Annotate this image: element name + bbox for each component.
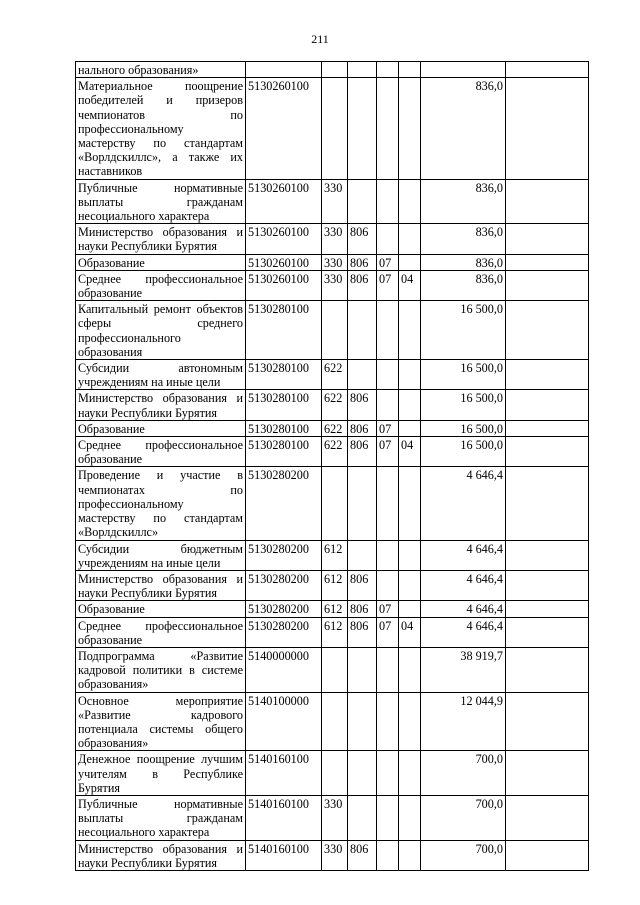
expense-type-cell: 622 [322, 390, 348, 420]
row-name-cell: Субсидии бюджетным учреждениям на иные цели [76, 540, 246, 570]
department-code-cell [348, 540, 377, 570]
department-code-cell: 806 [348, 840, 377, 870]
subsection-cell [399, 420, 421, 436]
table-row [76, 840, 589, 870]
amount-cell: 836,0 [421, 270, 506, 300]
expense-type-cell: 622 [322, 420, 348, 436]
subsection-cell [399, 467, 421, 540]
extra-amount-cell [506, 437, 589, 467]
row-name-cell: Среднее профессиональное образование [76, 437, 246, 467]
target-code-cell: 5140100000 [246, 692, 322, 751]
row-name-cell: Министерство образования и науки Республики Бурятия [76, 390, 246, 420]
table-row [76, 617, 589, 647]
amount-cell: 16 500,0 [421, 360, 506, 390]
table-row [76, 692, 589, 751]
extra-amount-cell [506, 390, 589, 420]
section-cell: 07 [377, 270, 399, 300]
expense-type-cell [322, 301, 348, 360]
table-row [76, 301, 589, 360]
subsection-cell [399, 540, 421, 570]
expense-type-cell: 612 [322, 601, 348, 617]
extra-amount-cell [506, 301, 589, 360]
section-cell [377, 78, 399, 179]
row-name-cell: Среднее профессиональное образование [76, 617, 246, 647]
department-code-cell [348, 795, 377, 840]
expense-type-cell [322, 647, 348, 692]
table-row [76, 179, 589, 224]
section-cell [377, 795, 399, 840]
section-cell: 07 [377, 617, 399, 647]
amount-cell: 4 646,4 [421, 570, 506, 600]
subsection-cell [399, 840, 421, 870]
target-code-cell: 5130260100 [246, 254, 322, 270]
section-cell [377, 647, 399, 692]
target-code-cell: 5130280200 [246, 570, 322, 600]
department-code-cell [348, 751, 377, 796]
extra-amount-cell [506, 224, 589, 254]
target-code-cell: 5140160100 [246, 751, 322, 796]
row-name-cell: Образование [76, 420, 246, 436]
amount-cell: 4 646,4 [421, 540, 506, 570]
amount-cell: 4 646,4 [421, 467, 506, 540]
department-code-cell [348, 62, 377, 78]
amount-cell: 4 646,4 [421, 601, 506, 617]
department-code-cell [348, 78, 377, 179]
target-code-cell: 5140000000 [246, 647, 322, 692]
section-cell [377, 540, 399, 570]
department-code-cell [348, 467, 377, 540]
expense-type-cell: 330 [322, 795, 348, 840]
section-cell [377, 224, 399, 254]
amount-cell: 836,0 [421, 254, 506, 270]
expense-type-cell: 330 [322, 224, 348, 254]
row-name-cell: Основное мероприятие «Развитие кадрового потенциала системы общего образования» [76, 692, 246, 751]
amount-cell: 700,0 [421, 795, 506, 840]
extra-amount-cell [506, 62, 589, 78]
expense-type-cell [322, 751, 348, 796]
section-cell [377, 467, 399, 540]
subsection-cell [399, 570, 421, 600]
amount-cell: 836,0 [421, 179, 506, 224]
subsection-cell [399, 692, 421, 751]
row-name-cell: Денежное поощрение лучшим учителям в Республике Бурятия [76, 751, 246, 796]
extra-amount-cell [506, 795, 589, 840]
table-row [76, 540, 589, 570]
extra-amount-cell [506, 751, 589, 796]
row-name-cell: Подпрограмма «Развитие кадровой политики в системе образования» [76, 647, 246, 692]
row-name-cell: Субсидии автономным учреждениям на иные цели [76, 360, 246, 390]
row-name-cell: Образование [76, 601, 246, 617]
expense-type-cell [322, 692, 348, 751]
amount-cell: 4 646,4 [421, 617, 506, 647]
department-code-cell [348, 647, 377, 692]
expense-type-cell: 612 [322, 540, 348, 570]
section-cell: 07 [377, 420, 399, 436]
table-row [76, 647, 589, 692]
table-row [76, 795, 589, 840]
target-code-cell: 5130260100 [246, 224, 322, 254]
section-cell: 07 [377, 437, 399, 467]
target-code-cell: 5140160100 [246, 795, 322, 840]
expense-type-cell [322, 467, 348, 540]
target-code-cell: 5130280100 [246, 420, 322, 436]
section-cell [377, 301, 399, 360]
subsection-cell [399, 224, 421, 254]
table-row [76, 437, 589, 467]
section-cell [377, 840, 399, 870]
expense-type-cell: 330 [322, 840, 348, 870]
table-row [76, 360, 589, 390]
target-code-cell: 5130260100 [246, 78, 322, 179]
extra-amount-cell [506, 540, 589, 570]
amount-cell: 12 044,9 [421, 692, 506, 751]
department-code-cell: 806 [348, 254, 377, 270]
subsection-cell [399, 254, 421, 270]
table-row [76, 62, 589, 78]
row-name-cell: нального образования» [76, 62, 246, 78]
department-code-cell: 806 [348, 420, 377, 436]
subsection-cell [399, 78, 421, 179]
target-code-cell: 5130280100 [246, 390, 322, 420]
department-code-cell: 806 [348, 270, 377, 300]
table-row [76, 601, 589, 617]
expense-type-cell [322, 78, 348, 179]
subsection-cell [399, 62, 421, 78]
amount-cell: 836,0 [421, 78, 506, 179]
department-code-cell: 806 [348, 437, 377, 467]
target-code-cell: 5130280200 [246, 467, 322, 540]
department-code-cell [348, 301, 377, 360]
amount-cell: 16 500,0 [421, 390, 506, 420]
department-code-cell [348, 360, 377, 390]
subsection-cell [399, 301, 421, 360]
expense-type-cell [322, 62, 348, 78]
row-name-cell: Министерство образования и науки Республики Бурятия [76, 224, 246, 254]
row-name-cell: Публичные нормативные выплаты гражданам несоциального характера [76, 795, 246, 840]
section-cell [377, 751, 399, 796]
extra-amount-cell [506, 617, 589, 647]
target-code-cell: 5130260100 [246, 179, 322, 224]
extra-amount-cell [506, 270, 589, 300]
target-code-cell: 5130260100 [246, 270, 322, 300]
target-code-cell: 5130280200 [246, 540, 322, 570]
department-code-cell [348, 692, 377, 751]
table-row [76, 390, 589, 420]
amount-cell: 700,0 [421, 751, 506, 796]
expense-type-cell: 330 [322, 179, 348, 224]
row-name-cell: Проведение и участие в чемпионатах по профессиональному мастерству по стандартам «Ворлдскиллс» [76, 467, 246, 540]
page-number: 211 [311, 32, 329, 46]
section-cell [377, 570, 399, 600]
subsection-cell [399, 390, 421, 420]
target-code-cell: 5130280200 [246, 617, 322, 647]
extra-amount-cell [506, 840, 589, 870]
subsection-cell: 04 [399, 270, 421, 300]
table-row [76, 570, 589, 600]
row-name-cell: Материальное поощрение победителей и призеров чемпионатов по профессиональному мастерству по стандартам «Ворлдскиллс», а также их наставников [76, 78, 246, 179]
department-code-cell: 806 [348, 390, 377, 420]
expense-type-cell: 622 [322, 360, 348, 390]
amount-cell: 700,0 [421, 840, 506, 870]
amount-cell: 836,0 [421, 224, 506, 254]
table-row [76, 420, 589, 436]
section-cell [377, 692, 399, 751]
table-body [76, 62, 589, 871]
row-name-cell: Министерство образования и науки Республики Бурятия [76, 840, 246, 870]
extra-amount-cell [506, 420, 589, 436]
expense-type-cell: 612 [322, 617, 348, 647]
table-row [76, 78, 589, 179]
department-code-cell: 806 [348, 570, 377, 600]
amount-cell: 38 919,7 [421, 647, 506, 692]
extra-amount-cell [506, 254, 589, 270]
expense-type-cell: 330 [322, 254, 348, 270]
extra-amount-cell [506, 467, 589, 540]
extra-amount-cell [506, 647, 589, 692]
subsection-cell [399, 601, 421, 617]
extra-amount-cell [506, 179, 589, 224]
table-row [76, 254, 589, 270]
amount-cell: 16 500,0 [421, 301, 506, 360]
target-code-cell: 5130280100 [246, 301, 322, 360]
target-code-cell: 5130280100 [246, 360, 322, 390]
target-code-cell: 5140160100 [246, 840, 322, 870]
row-name-cell: Образование [76, 254, 246, 270]
extra-amount-cell [506, 692, 589, 751]
target-code-cell: 5130280100 [246, 437, 322, 467]
table-row [76, 751, 589, 796]
row-name-cell: Капитальный ремонт объектов сферы среднего профессионального образования [76, 301, 246, 360]
extra-amount-cell [506, 78, 589, 179]
table-row [76, 224, 589, 254]
department-code-cell: 806 [348, 617, 377, 647]
subsection-cell [399, 751, 421, 796]
section-cell [377, 62, 399, 78]
department-code-cell: 806 [348, 224, 377, 254]
subsection-cell: 04 [399, 617, 421, 647]
amount-cell [421, 62, 506, 78]
row-name-cell: Министерство образования и науки Республики Бурятия [76, 570, 246, 600]
section-cell [377, 179, 399, 224]
extra-amount-cell [506, 360, 589, 390]
target-code-cell [246, 62, 322, 78]
department-code-cell [348, 179, 377, 224]
row-name-cell: Среднее профессиональное образование [76, 270, 246, 300]
table-row [76, 270, 589, 300]
subsection-cell [399, 795, 421, 840]
department-code-cell: 806 [348, 601, 377, 617]
expense-type-cell: 622 [322, 437, 348, 467]
target-code-cell: 5130280200 [246, 601, 322, 617]
amount-cell: 16 500,0 [421, 437, 506, 467]
row-name-cell: Публичные нормативные выплаты гражданам несоциального характера [76, 179, 246, 224]
subsection-cell [399, 179, 421, 224]
budget-table [75, 61, 589, 871]
table-row [76, 467, 589, 540]
section-cell: 07 [377, 254, 399, 270]
section-cell [377, 390, 399, 420]
subsection-cell [399, 360, 421, 390]
amount-cell: 16 500,0 [421, 420, 506, 436]
extra-amount-cell [506, 570, 589, 600]
section-cell: 07 [377, 601, 399, 617]
subsection-cell: 04 [399, 437, 421, 467]
section-cell [377, 360, 399, 390]
extra-amount-cell [506, 601, 589, 617]
subsection-cell [399, 647, 421, 692]
expense-type-cell: 330 [322, 270, 348, 300]
expense-type-cell: 612 [322, 570, 348, 600]
